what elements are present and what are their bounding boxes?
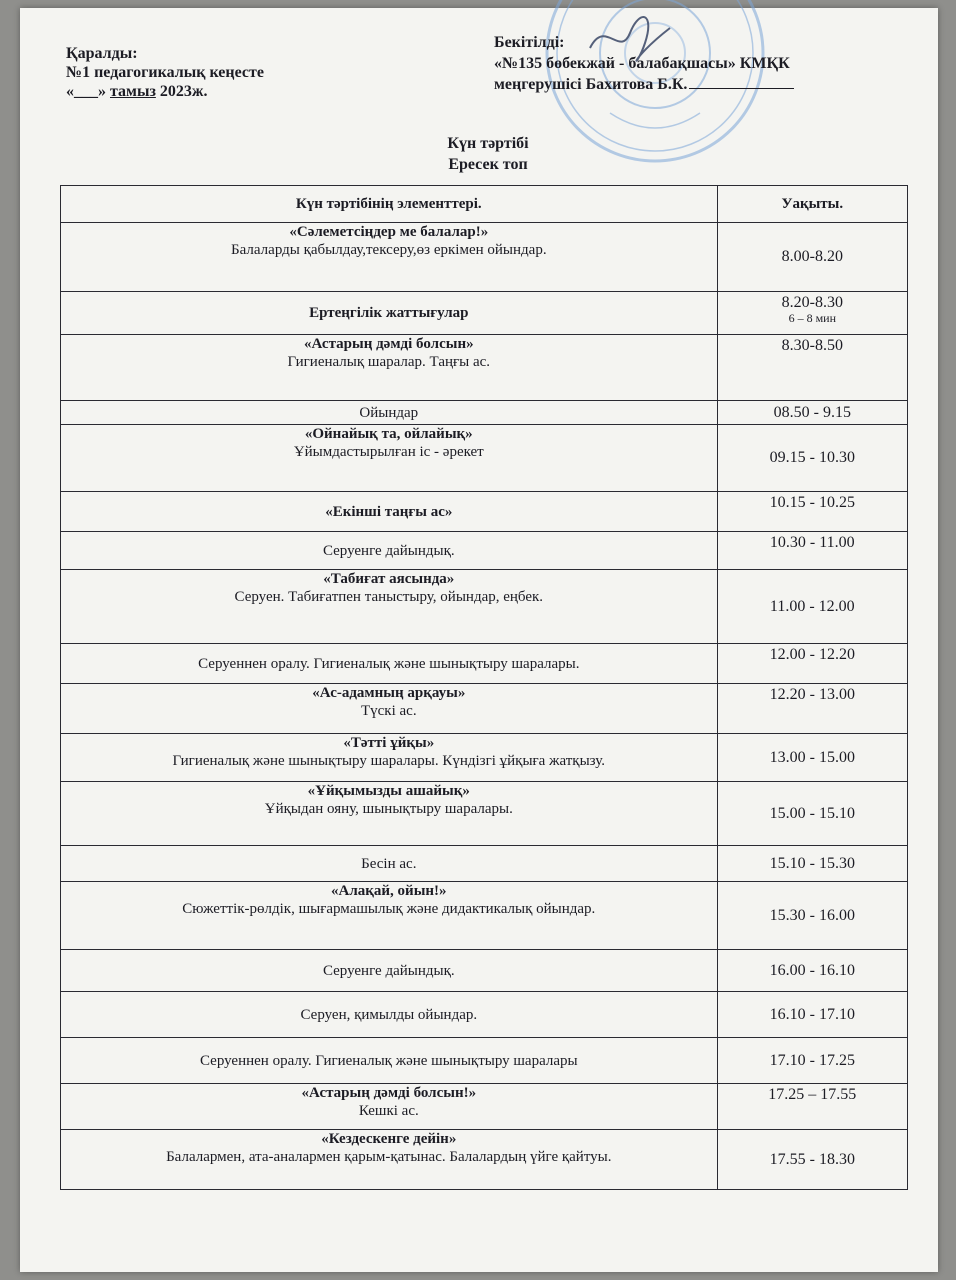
time-value: 17.55 - 18.30 — [769, 1150, 855, 1168]
reviewed-block — [66, 44, 264, 101]
time-value: 16.10 - 17.10 — [769, 1005, 855, 1023]
activity-title: «Алақай, ойын!» — [331, 883, 447, 899]
activity-description: Түскі ас. — [360, 703, 417, 719]
activity-description: Ұйымдастырылған іс - әрекет — [293, 444, 484, 460]
time-value: 15.30 - 16.00 — [769, 906, 855, 924]
table-row — [61, 223, 908, 292]
time-value: 08.50 - 9.15 — [773, 403, 851, 421]
activity-title: «Сәлеметсіңдер ме балалар!» — [289, 224, 489, 240]
time-cell — [717, 1130, 907, 1190]
table-row — [61, 644, 908, 684]
time-cell — [717, 846, 907, 882]
activity-cell — [61, 734, 718, 782]
activity-cell — [61, 782, 718, 846]
table-row — [61, 882, 908, 950]
time-value: 15.10 - 15.30 — [769, 854, 855, 872]
date-line — [66, 82, 264, 101]
table-header-row — [61, 186, 908, 223]
time-cell — [717, 425, 907, 492]
table-row — [61, 532, 908, 570]
table-row — [61, 684, 908, 734]
activity-description: Серуеннен оралу. Гигиеналық және шынықтыру шаралары — [199, 1052, 578, 1069]
activity-cell — [61, 950, 718, 992]
table-row — [61, 846, 908, 882]
activity-cell — [61, 1084, 718, 1130]
activity-cell — [61, 882, 718, 950]
column-header-time: Уақыты. — [717, 186, 907, 223]
activity-description: Сюжеттік-рөлдік, шығармашылық және дидактикалық ойындар. — [182, 901, 596, 917]
activity-cell — [61, 992, 718, 1038]
activity-cell — [61, 570, 718, 644]
institution-line: «№135 бөбекжай - балабақшасы» КМҚК — [494, 55, 790, 72]
date-year: 2023ж. — [159, 83, 208, 100]
signature-line — [689, 74, 794, 89]
time-value: 17.10 - 17.25 — [769, 1051, 855, 1069]
time-value: 8.20-8.30 — [781, 294, 843, 311]
activity-description: Ойындар — [359, 404, 419, 421]
activity-title: Ертеңгілік жаттығулар — [309, 305, 469, 321]
time-cell — [717, 532, 907, 570]
reviewed-label: Қаралды: — [66, 45, 138, 62]
activity-description: Балалармен, ата-аналармен қарым-қатынас. Балалардың үйге қайтуы. — [166, 1149, 612, 1165]
time-cell — [717, 684, 907, 734]
time-cell — [717, 644, 907, 684]
activity-description: Серуенге дайындық. — [322, 962, 455, 979]
table-row — [61, 782, 908, 846]
activity-title: «Ас-адамның арқауы» — [312, 685, 466, 701]
activity-description: Гигиеналық және шынықтыру шаралары. Күндізгі ұйқыға жатқызу. — [172, 753, 606, 769]
document-page — [20, 8, 938, 1272]
activity-cell — [61, 846, 718, 882]
date-month: тамыз — [110, 83, 156, 100]
time-value: 11.00 - 12.00 — [769, 597, 855, 615]
time-value: 17.25 – 17.55 — [768, 1086, 857, 1103]
time-value: 8.30-8.50 — [781, 337, 843, 354]
table-row — [61, 1084, 908, 1130]
time-value: 10.15 - 10.25 — [769, 494, 855, 511]
activity-cell — [61, 644, 718, 684]
table-row — [61, 492, 908, 532]
time-cell — [717, 401, 907, 425]
activity-description: Серуен. Табиғатпен таныстыру, ойындар, еңбек. — [234, 589, 544, 605]
activity-description: Серуеннен оралу. Гигиеналық және шынықтыру шаралары. — [198, 655, 580, 672]
activity-cell — [61, 335, 718, 401]
date-day: «___» — [66, 83, 106, 100]
table-row — [61, 401, 908, 425]
activity-cell — [61, 684, 718, 734]
activity-description: Кешкі ас. — [358, 1103, 419, 1119]
time-value: 15.00 - 15.10 — [769, 804, 855, 822]
table-row — [61, 292, 908, 335]
activity-cell — [61, 223, 718, 292]
time-cell — [717, 223, 907, 292]
time-note: 6 – 8 мин — [788, 311, 836, 325]
time-cell — [717, 492, 907, 532]
time-value: 10.30 - 11.00 — [769, 534, 855, 551]
activity-description: Балаларды қабылдау,тексеру,өз еркімен ойындар. — [231, 242, 547, 258]
doc-title: Күн тәртібі — [447, 135, 529, 152]
table-row — [61, 425, 908, 492]
activity-description: Бесін ас. — [361, 855, 417, 872]
activity-cell — [61, 1038, 718, 1084]
activity-title: «Екінші таңғы ас» — [325, 503, 453, 520]
table-row — [61, 1130, 908, 1190]
table-row — [61, 992, 908, 1038]
time-cell — [717, 992, 907, 1038]
council-line: №1 педагогикалық кеңесте — [66, 64, 264, 81]
activity-title: «Астарың дәмді болсын!» — [301, 1085, 477, 1101]
time-value: 16.00 - 16.10 — [769, 961, 855, 979]
schedule-table — [60, 185, 908, 1190]
time-value: 09.15 - 10.30 — [769, 449, 855, 466]
time-cell — [717, 335, 907, 401]
activity-description: Гигиеналық шаралар. Таңғы ас. — [287, 354, 491, 370]
director-line: меңгерушісі Бахитова Б.К. — [494, 74, 794, 95]
time-value: 8.00-8.20 — [781, 248, 843, 265]
activity-description: Серуенге дайындық. — [322, 542, 455, 559]
activity-title: «Ұйқымызды ашайық» — [307, 783, 470, 799]
activity-cell — [61, 532, 718, 570]
table-row — [61, 570, 908, 644]
activity-cell — [61, 292, 718, 335]
approved-block — [494, 32, 794, 95]
activity-description: Ұйқыдан ояну, шынықтыру шаралары. — [264, 801, 513, 817]
time-cell — [717, 1038, 907, 1084]
table-row — [61, 335, 908, 401]
table-row — [61, 1038, 908, 1084]
activity-cell — [61, 401, 718, 425]
time-cell — [717, 950, 907, 992]
activity-cell — [61, 492, 718, 532]
activity-cell — [61, 1130, 718, 1190]
activity-title: «Астарың дәмді болсын» — [303, 336, 474, 352]
time-cell — [717, 570, 907, 644]
activity-description: Серуен, қимылды ойындар. — [300, 1006, 478, 1023]
time-cell — [717, 734, 907, 782]
time-cell — [717, 292, 907, 335]
time-cell — [717, 1084, 907, 1130]
time-cell — [717, 782, 907, 846]
activity-title: «Кездескенге дейін» — [321, 1131, 457, 1147]
time-value: 12.00 - 12.20 — [769, 646, 855, 663]
title-block — [20, 133, 938, 175]
doc-subtitle: Ересек топ — [448, 156, 528, 173]
column-header-activity: Күн тәртібінің элементтері. — [61, 186, 718, 223]
approved-label: Бекітілді: — [494, 34, 565, 51]
activity-cell — [61, 425, 718, 492]
time-value: 12.20 - 13.00 — [769, 686, 855, 703]
activity-title: «Тәтті ұйқы» — [343, 735, 435, 751]
time-value: 13.00 - 15.00 — [769, 748, 855, 766]
activity-title: «Табиғат аясында» — [323, 571, 455, 587]
time-cell — [717, 882, 907, 950]
table-row — [61, 950, 908, 992]
activity-title: «Ойнайық та, ойлайық» — [304, 426, 473, 442]
table-row — [61, 734, 908, 782]
